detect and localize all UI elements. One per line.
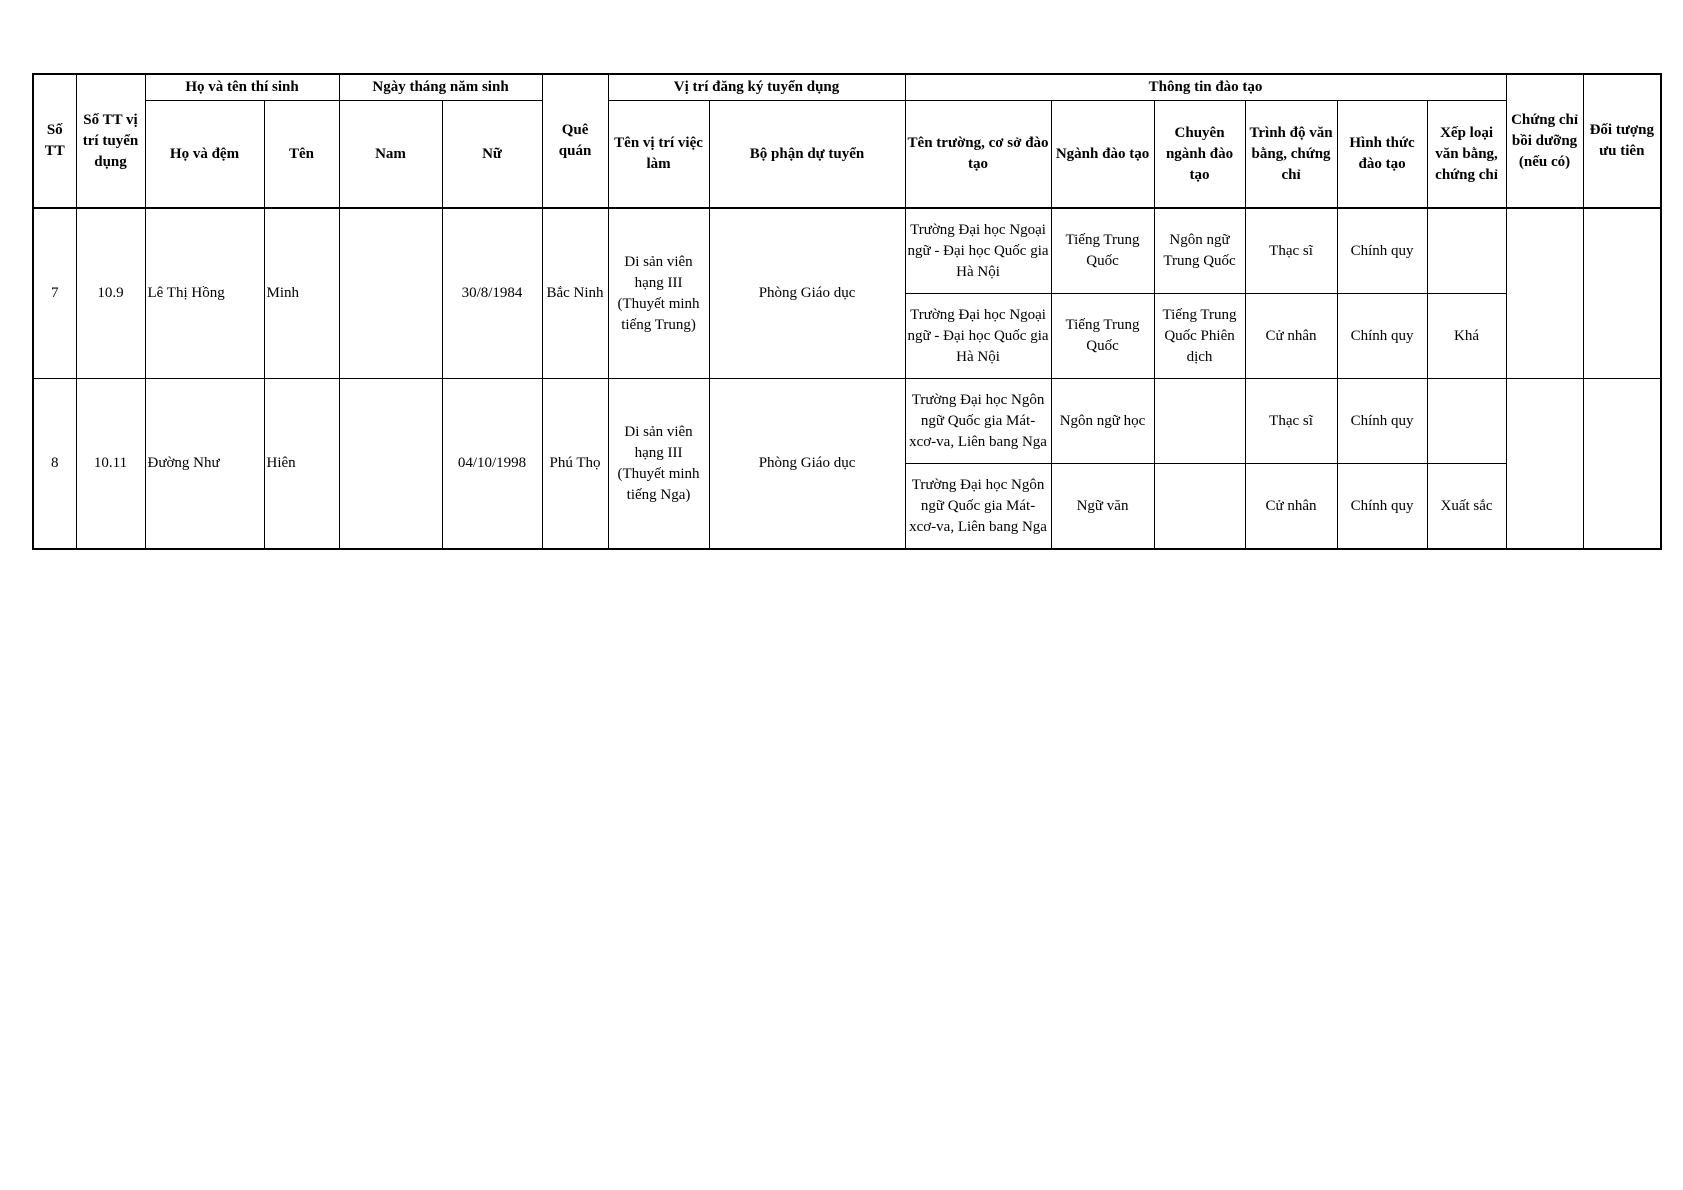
cell-middle-name: Đường Như [145,379,264,550]
header-major: Ngành đào tạo [1051,101,1154,209]
cell-specialization: Tiếng Trung Quốc Phiên dịch [1154,294,1245,379]
cell-first-name: Minh [264,208,339,379]
cell-grade [1427,208,1506,294]
cell-position-no: 10.9 [76,208,145,379]
cell-training-form: Chính quy [1337,208,1427,294]
header-row-1 [33,74,1661,101]
cell-stt: 8 [33,379,76,550]
header-hometown: Quê quán [542,74,608,208]
header-department: Bộ phận dự tuyển [709,101,905,209]
cell-training-form: Chính quy [1337,294,1427,379]
cell-school: Trường Đại học Ngoại ngữ - Đại học Quốc gia Hà Nội [905,208,1051,294]
cell-specialization: Ngôn ngữ Trung Quốc [1154,208,1245,294]
cell-female: 30/8/1984 [442,208,542,379]
cell-school: Trường Đại học Ngoại ngữ - Đại học Quốc gia Hà Nội [905,294,1051,379]
header-training-form: Hình thức đào tạo [1337,101,1427,209]
cell-specialization [1154,379,1245,464]
table-row [33,379,1661,464]
cell-specialization [1154,464,1245,550]
cell-middle-name: Lê Thị Hồng [145,208,264,379]
cell-position-no: 10.11 [76,379,145,550]
cell-major: Tiếng Trung Quốc [1051,294,1154,379]
header-first-name: Tên [264,101,339,209]
header-male: Nam [339,101,442,209]
cell-male [339,208,442,379]
cell-priority [1583,208,1661,379]
cell-hometown: Bắc Ninh [542,208,608,379]
cell-major: Ngữ văn [1051,464,1154,550]
cell-degree-level: Cử nhân [1245,464,1337,550]
header-full-name: Họ và tên thí sinh [145,74,339,101]
cell-training-form: Chính quy [1337,464,1427,550]
header-school: Tên trường, cơ sở đào tạo [905,101,1051,209]
header-priority: Đối tượng ưu tiên [1583,74,1661,208]
candidate-table [32,73,1662,550]
header-stt: Số TT [33,74,76,208]
cell-major: Tiếng Trung Quốc [1051,208,1154,294]
cell-certificate [1506,379,1583,550]
header-specialization: Chuyên ngành đào tạo [1154,101,1245,209]
table-row [33,208,1661,294]
header-dob: Ngày tháng năm sinh [339,74,542,101]
cell-priority [1583,379,1661,550]
cell-degree-level: Thạc sĩ [1245,379,1337,464]
cell-grade [1427,379,1506,464]
cell-school: Trường Đại học Ngôn ngữ Quốc gia Mát-xcơ-va, Liên bang Nga [905,379,1051,464]
cell-degree-level: Thạc sĩ [1245,208,1337,294]
header-job-title: Tên vị trí việc làm [608,101,709,209]
header-middle-name: Họ và đệm [145,101,264,209]
header-training-group: Thông tin đào tạo [905,74,1506,101]
cell-certificate [1506,208,1583,379]
header-degree-level: Trình độ văn bằng, chứng chỉ [1245,101,1337,209]
header-female: Nữ [442,101,542,209]
cell-job-title: Di sản viên hạng III (Thuyết minh tiếng Nga) [608,379,709,550]
cell-department: Phòng Giáo dục [709,208,905,379]
cell-hometown: Phú Thọ [542,379,608,550]
header-row-2 [33,101,1661,209]
cell-grade: Khá [1427,294,1506,379]
header-position-no: Số TT vị trí tuyển dụng [76,74,145,208]
header-grade: Xếp loại văn bằng, chứng chỉ [1427,101,1506,209]
cell-degree-level: Cử nhân [1245,294,1337,379]
header-certificate: Chứng chỉ bồi dưỡng (nếu có) [1506,74,1583,208]
cell-first-name: Hiên [264,379,339,550]
cell-stt: 7 [33,208,76,379]
cell-school: Trường Đại học Ngôn ngữ Quốc gia Mát-xcơ-va, Liên bang Nga [905,464,1051,550]
cell-male [339,379,442,550]
cell-training-form: Chính quy [1337,379,1427,464]
cell-major: Ngôn ngữ học [1051,379,1154,464]
cell-grade: Xuất sắc [1427,464,1506,550]
cell-job-title: Di sản viên hạng III (Thuyết minh tiếng Trung) [608,208,709,379]
cell-department: Phòng Giáo dục [709,379,905,550]
cell-female: 04/10/1998 [442,379,542,550]
header-position-group: Vị trí đăng ký tuyển dụng [608,74,905,101]
